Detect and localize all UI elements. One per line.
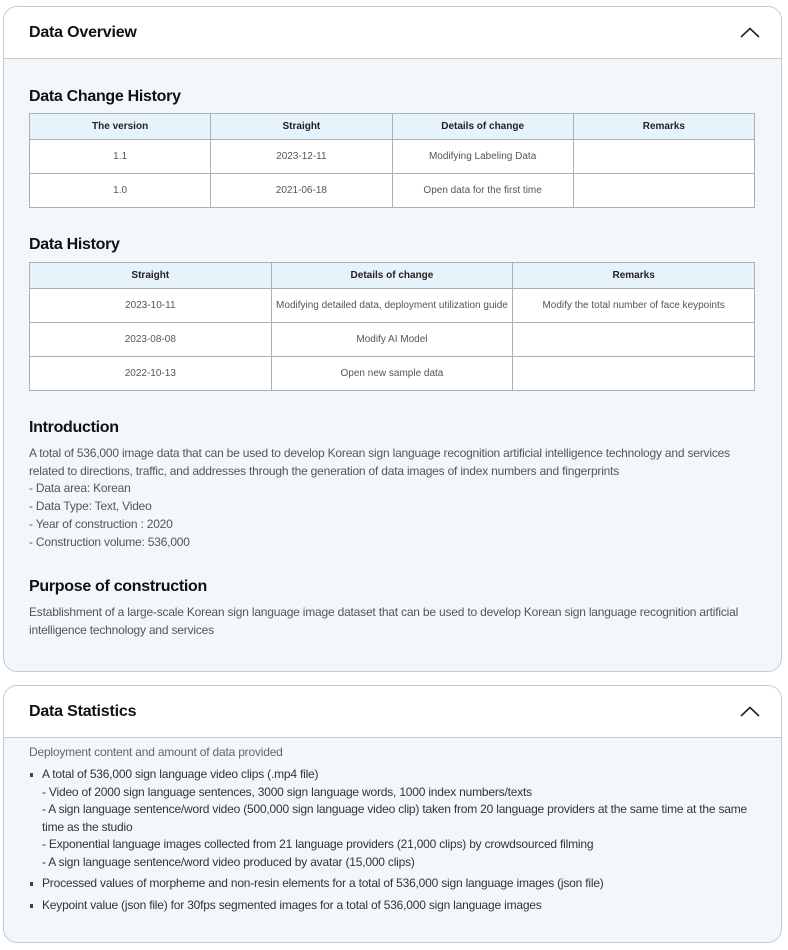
introduction-title: Introduction — [29, 419, 119, 436]
list-sub-item: - Exponential language images collected from 21 language providers (21,000 clips) by crowdsourced filming — [42, 837, 594, 851]
list-sub-item: - A sign language sentence/word video produced by avatar (15,000 clips) — [42, 854, 415, 869]
details-cell: Open new sample data — [271, 357, 513, 391]
data-change-history-section — [29, 88, 755, 208]
introduction-text — [29, 445, 755, 551]
remarks-cell — [573, 140, 754, 174]
table-row — [30, 174, 755, 208]
statistics-list — [29, 766, 755, 914]
remarks-cell — [573, 174, 754, 208]
data-overview-panel — [3, 6, 782, 672]
table-row — [30, 357, 755, 391]
introduction-section — [29, 419, 755, 551]
data-history-title: Data History — [29, 236, 120, 253]
data-overview-title: Data Overview — [29, 23, 137, 41]
data-change-history-title: Data Change History — [29, 88, 181, 105]
data-history-table — [29, 262, 755, 391]
introduction-summary: A total of 536,000 image data that can be used to develop Korean sign language recognition artificial intelligence technology and services related to directions, traffic, and addresses through the generation of data images of index numbers and fingerprints — [29, 446, 730, 478]
statistics-caption: Deployment content and amount of data provided — [29, 745, 283, 759]
column-header-date: Straight — [30, 263, 272, 289]
version-cell: 1.1 — [30, 140, 211, 174]
column-header-remarks: Remarks — [573, 114, 754, 140]
purpose-text: Establishment of a large-scale Korean sign language image dataset that can be used to develop Korean sign language recognition artificial intelligence technology and services — [29, 605, 739, 637]
column-header-details: Details of change — [392, 114, 573, 140]
purpose-section — [29, 578, 755, 639]
chevron-up-icon[interactable] — [739, 26, 761, 40]
purpose-title: Purpose of construction — [29, 578, 207, 596]
list-item — [29, 897, 755, 915]
data-change-history-table — [29, 113, 755, 208]
table-row — [30, 140, 755, 174]
data-overview-header[interactable] — [4, 7, 781, 59]
remarks-cell: Modify the total number of face keypoints — [513, 289, 755, 323]
column-header-details: Details of change — [271, 263, 513, 289]
data-area-line: - Data area: Korean — [29, 481, 131, 496]
version-cell: 1.0 — [30, 174, 211, 208]
date-cell: 2023-12-11 — [211, 140, 392, 174]
table-row — [30, 323, 755, 357]
data-type-line: - Data Type: Text, Video — [29, 499, 152, 514]
date-cell: 2023-10-11 — [30, 289, 272, 323]
remarks-cell — [513, 323, 755, 357]
data-statistics-panel — [3, 685, 782, 943]
column-header-date: Straight — [211, 114, 392, 140]
list-item — [29, 766, 755, 871]
details-cell: Modifying Labeling Data — [392, 140, 573, 174]
details-cell: Modify AI Model — [271, 323, 513, 357]
data-statistics-title: Data Statistics — [29, 702, 137, 720]
year-of-construction-line: - Year of construction : 2020 — [29, 516, 173, 531]
list-item-text: Processed values of morpheme and non-resin elements for a total of 536,000 sign language images (json file) — [42, 876, 604, 890]
table-row — [30, 289, 755, 323]
list-item-text: A total of 536,000 sign language video clips (.mp4 file) — [42, 767, 319, 781]
details-cell: Modifying detailed data, deployment utilization guide — [271, 289, 513, 323]
chevron-up-icon[interactable] — [739, 705, 761, 719]
list-sub-item: - Video of 2000 sign language sentences, 3000 sign language words, 1000 index numbers/texts — [42, 784, 532, 799]
table-header-row — [30, 114, 755, 140]
date-cell: 2021-06-18 — [211, 174, 392, 208]
construction-volume-line: - Construction volume: 536,000 — [29, 534, 190, 549]
column-header-remarks: Remarks — [513, 263, 755, 289]
list-sub-item: - A sign language sentence/word video (500,000 sign language video clip) taken from 20 language providers at the same time at the same time as the studio — [42, 802, 747, 834]
remarks-cell — [513, 357, 755, 391]
data-history-section — [29, 236, 755, 391]
list-item-text: Keypoint value (json file) for 30fps segmented images for a total of 536,000 sign language images — [42, 897, 542, 912]
date-cell: 2023-08-08 — [30, 323, 272, 357]
table-header-row — [30, 263, 755, 289]
details-cell: Open data for the first time — [392, 174, 573, 208]
data-statistics-header[interactable] — [4, 686, 781, 738]
list-item — [29, 875, 755, 893]
column-header-version: The version — [30, 114, 211, 140]
date-cell: 2022-10-13 — [30, 357, 272, 391]
